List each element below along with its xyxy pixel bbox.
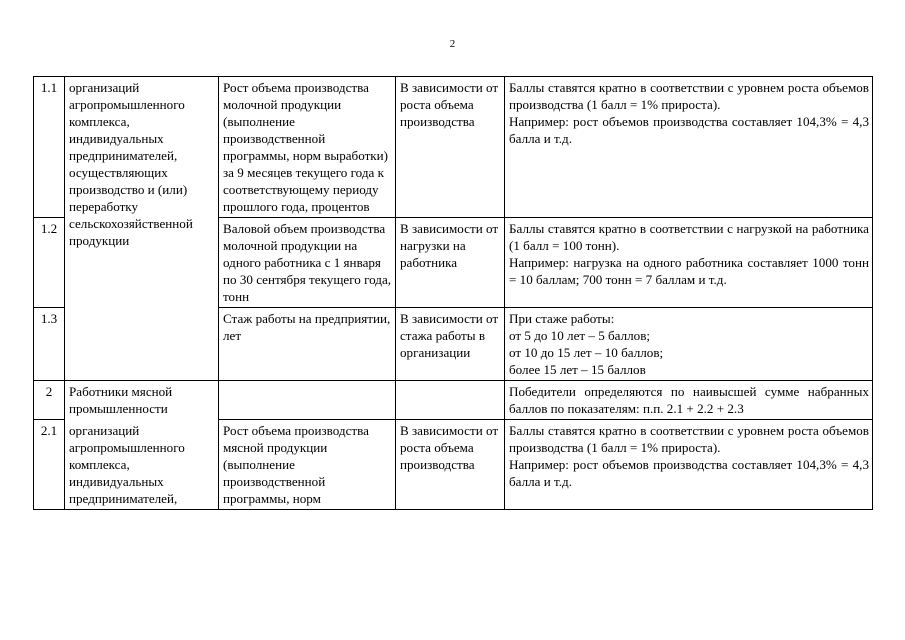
table-row — [34, 420, 873, 510]
dependency-cell: В зависимости от стажа работы в организации — [396, 308, 505, 381]
method-line: Баллы ставятся кратно в соответствии с уровнем роста объемов производства (1 балл = 1% прироста). — [509, 80, 869, 112]
indicator-cell: Стаж работы на предприятии, лет — [219, 308, 396, 381]
method-line: При стаже работы: — [509, 311, 615, 326]
dependency-cell: В зависимости от роста объема производства — [396, 77, 505, 218]
dependency-cell: В зависимости от нагрузки на работника — [396, 218, 505, 308]
method-line: от 10 до 15 лет – 10 баллов; — [509, 345, 664, 360]
table-row — [34, 381, 873, 420]
indicator-cell — [219, 381, 396, 420]
dependency-cell — [396, 381, 505, 420]
table-row — [34, 77, 873, 218]
method-cell — [505, 77, 873, 218]
method-line: Баллы ставятся кратно в соответствии с уровнем роста объемов производства (1 балл = 1% прироста). — [509, 423, 869, 455]
dependency-cell: В зависимости от роста объема производства — [396, 420, 505, 510]
page-number: 2 — [449, 38, 456, 50]
method-line: Например: рост объемов производства составляет 104,3% = 4,3 балла и т.д. — [509, 114, 869, 146]
indicator-cell: Валовой объем производства молочной продукции на одного работника с 1 января по 30 сентября текущего года, тонн — [219, 218, 396, 308]
row-number: 2.1 — [34, 420, 65, 510]
row-number: 2 — [34, 381, 65, 420]
method-cell — [505, 218, 873, 308]
row-number: 1.1 — [34, 77, 65, 218]
criteria-table — [33, 76, 873, 510]
method-line: Например: рост объемов производства составляет 104,3% = 4,3 балла и т.д. — [509, 457, 869, 489]
method-cell — [505, 308, 873, 381]
method-cell — [505, 381, 873, 420]
row-number: 1.3 — [34, 308, 65, 381]
organization-cell: организаций агропромышленного комплекса, индивидуальных предпринимателей, — [65, 420, 219, 510]
method-line: Баллы ставятся кратно в соответствии с нагрузкой на работника (1 балл = 100 тонн). — [509, 221, 869, 253]
organization-cell: организаций агропромышленного комплекса, индивидуальных предпринимателей, осуществляющих производство и (или) переработку сельскохозяйственной продукции — [65, 77, 219, 381]
method-line: более 15 лет – 15 баллов — [509, 362, 646, 377]
indicator-cell: Рост объема производства мясной продукции (выполнение производственной программы, норм — [219, 420, 396, 510]
method-cell — [505, 420, 873, 510]
row-number: 1.2 — [34, 218, 65, 308]
organization-cell: Работники мясной промышленности — [65, 381, 219, 420]
indicator-cell: Рост объема производства молочной продукции (выполнение производственной программы, норм выработки) за 9 месяцев текущего года к соответствующему периоду прошлого года, процентов — [219, 77, 396, 218]
method-line: от 5 до 10 лет – 5 баллов; — [509, 328, 651, 343]
method-line: Например: нагрузка на одного работника составляет 1000 тонн = 10 баллам; 700 тонн = 7 баллам и т.д. — [509, 255, 869, 287]
method-line: Победители определяются по наивысшей сумме набранных баллов по показателям: п.п. 2.1 + 2.2 + 2.3 — [509, 384, 869, 416]
